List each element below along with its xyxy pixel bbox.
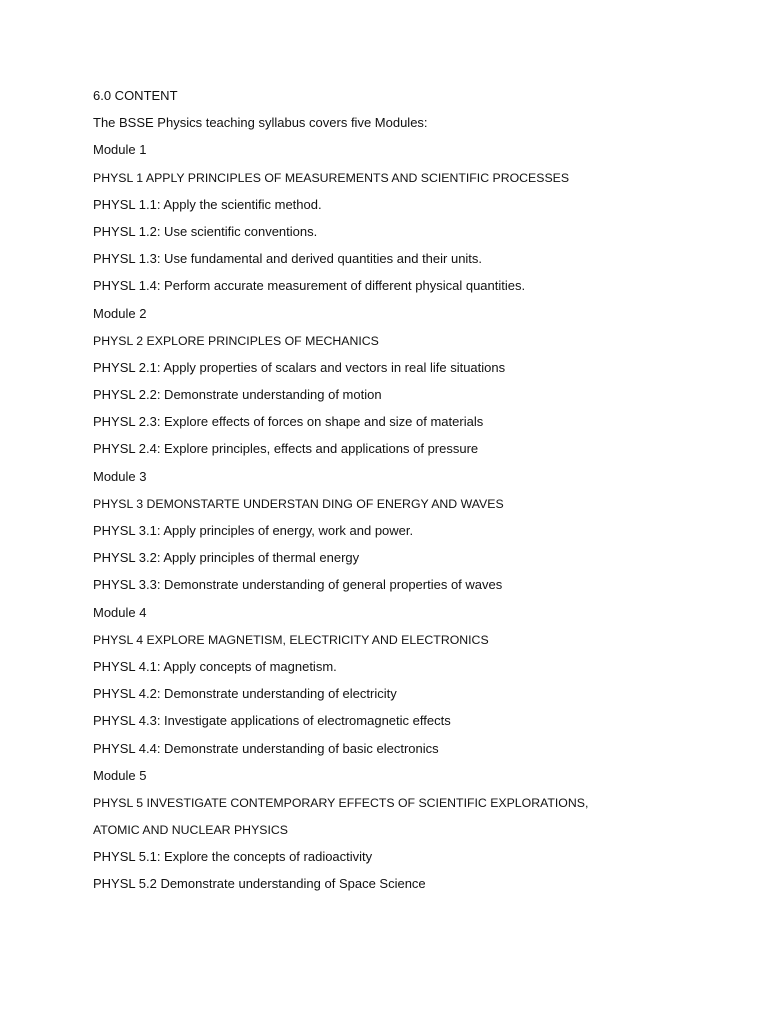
outcome-item: PHYSL 2.1: Apply properties of scalars and vectors in real life situations: [93, 359, 506, 375]
module-heading: Module 2: [93, 305, 147, 321]
outcome-item: PHYSL 4.3: Investigate applications of electromagnetic effects: [93, 713, 451, 729]
outcome-item: PHYSL 4.2: Demonstrate understanding of electricity: [93, 686, 397, 702]
outcome-item: PHYSL 1.2: Use scientific conventions.: [93, 223, 318, 239]
outcome-item: PHYSL 5.1: Explore the concepts of radioactivity: [93, 849, 373, 865]
outcome-item: PHYSL 2.3: Explore effects of forces on shape and size of materials: [93, 414, 484, 430]
outcome-item: PHYSL 1.3: Use fundamental and derived quantities and their units.: [93, 251, 483, 267]
outcome-item: PHYSL 5.2 Demonstrate understanding of Space Science: [93, 876, 426, 892]
outcome-item: PHYSL 4.4: Demonstrate understanding of basic electronics: [93, 740, 439, 756]
outcome-item: PHYSL 1.4: Perform accurate measurement of different physical quantities.: [93, 278, 526, 294]
unit-title: PHYSL 2 EXPLORE PRINCIPLES OF MECHANICS: [93, 333, 379, 348]
module-heading: Module 1: [93, 142, 147, 158]
outcome-item: PHYSL 1.1: Apply the scientific method.: [93, 196, 322, 212]
outcome-item: PHYSL 2.2: Demonstrate understanding of motion: [93, 387, 382, 403]
section-heading: 6.0 CONTENT: [93, 88, 178, 103]
outcome-item: PHYSL 2.4: Explore principles, effects and applications of pressure: [93, 441, 479, 457]
module-heading: Module 5: [93, 767, 147, 783]
module-heading: Module 4: [93, 604, 147, 620]
outcome-item: PHYSL 3.3: Demonstrate understanding of general properties of waves: [93, 577, 503, 593]
document-body: [93, 86, 733, 902]
unit-title-continuation: ATOMIC AND NUCLEAR PHYSICS: [93, 823, 288, 838]
unit-title: PHYSL 5 INVESTIGATE CONTEMPORARY EFFECTS OF SCIENTIFIC EXPLORATIONS,: [93, 795, 589, 810]
outcome-item: PHYSL 4.1: Apply concepts of magnetism.: [93, 658, 337, 674]
module-heading: Module 3: [93, 468, 147, 484]
intro-paragraph: The BSSE Physics teaching syllabus covers five Modules:: [93, 115, 428, 131]
unit-title: PHYSL 4 EXPLORE MAGNETISM, ELECTRICITY AND ELECTRONICS: [93, 632, 489, 647]
unit-title: PHYSL 1 APPLY PRINCIPLES OF MEASUREMENTS AND SCIENTIFIC PROCESSES: [93, 170, 570, 185]
outcome-item: PHYSL 3.1: Apply principles of energy, work and power.: [93, 523, 414, 538]
unit-title: PHYSL 3 DEMONSTARTE UNDERSTAN DING OF ENERGY AND WAVES: [93, 496, 504, 511]
outcome-item: PHYSL 3.2: Apply principles of thermal energy: [93, 550, 360, 566]
